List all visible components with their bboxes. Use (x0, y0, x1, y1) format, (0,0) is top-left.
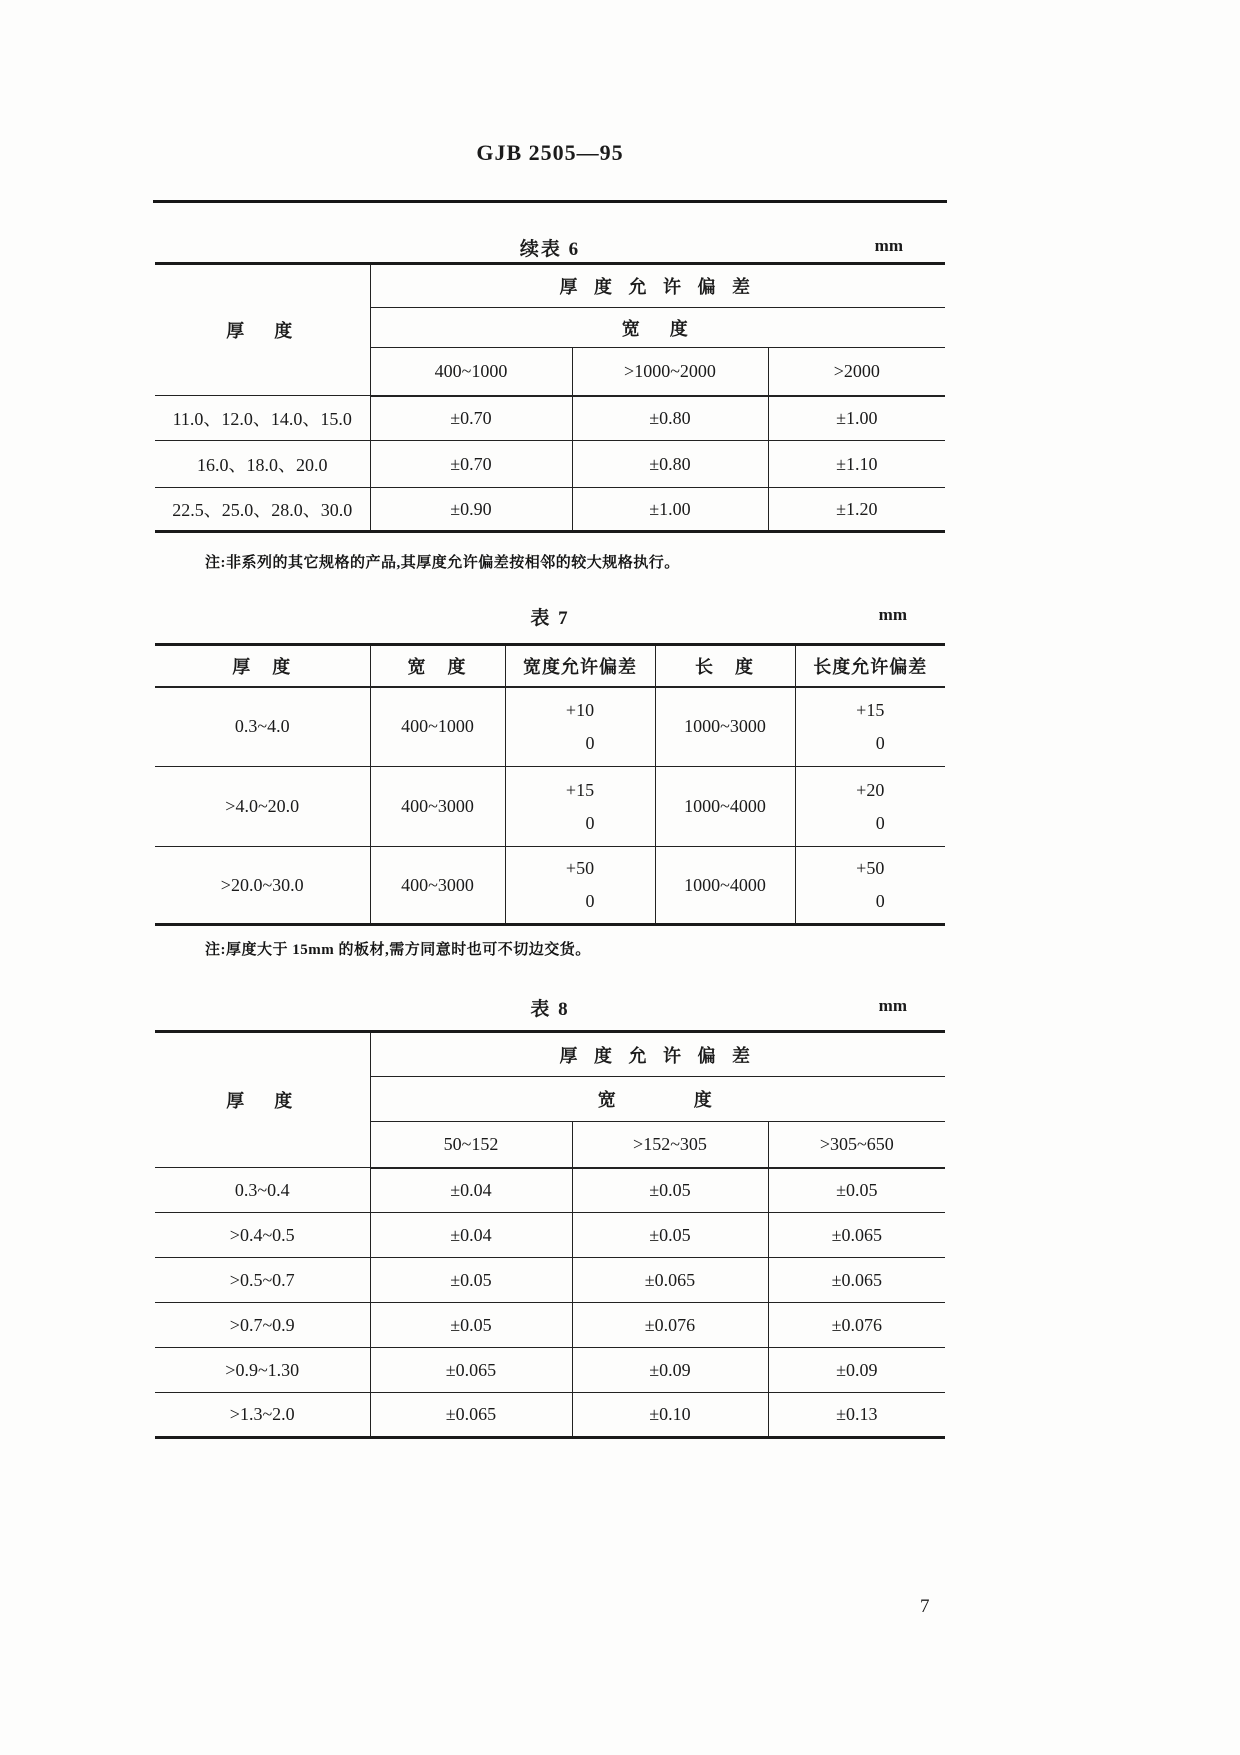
table-row (155, 1348, 945, 1393)
table-cell: 50~152 (370, 1122, 572, 1168)
table-cell: ±0.076 (768, 1303, 945, 1348)
table-row (155, 767, 945, 847)
deviation-upper: +20 (856, 779, 885, 800)
table-cell: ±0.05 (572, 1213, 768, 1258)
table-cell: 厚 度 (155, 1032, 370, 1168)
table-cell (795, 767, 945, 847)
deviation-lower: 0 (585, 812, 595, 833)
table-cell: ±0.13 (768, 1393, 945, 1438)
table6-caption: 续表 6 (519, 239, 581, 260)
table-cell: ±0.70 (370, 441, 572, 488)
table-row (155, 396, 945, 441)
doc-number: GJB 2505—95 (476, 140, 624, 165)
table-row (155, 1393, 945, 1438)
table-cell: ±0.05 (768, 1168, 945, 1213)
deviation-lower: 0 (875, 812, 885, 833)
table-cell: >152~305 (572, 1122, 768, 1168)
table-cell: 1000~4000 (655, 847, 795, 925)
table-cell (505, 767, 655, 847)
table-cell: ±0.05 (572, 1168, 768, 1213)
table-cell: 厚 度 (155, 264, 370, 396)
table6-caption-row (155, 234, 945, 260)
table-cell: ±0.065 (370, 1348, 572, 1393)
table-cell: ±0.05 (370, 1303, 572, 1348)
deviation-upper: +15 (856, 699, 885, 720)
table-cell: ±1.00 (768, 396, 945, 441)
table-cell: 400~3000 (370, 847, 505, 925)
table6-unit-label: mm (874, 236, 903, 255)
deviation-upper: +50 (856, 858, 885, 878)
table-cell: 11.0、12.0、14.0、15.0 (155, 396, 370, 441)
deviation-lower: 0 (875, 732, 885, 753)
table6 (155, 262, 945, 533)
table-cell: 宽度允许偏差 (505, 645, 655, 687)
table-cell: ±0.065 (768, 1258, 945, 1303)
table-cell (505, 847, 655, 925)
table-cell: 400~1000 (370, 348, 572, 396)
table-row (155, 264, 945, 308)
table-cell: ±0.065 (370, 1393, 572, 1438)
table-cell: ±0.09 (572, 1348, 768, 1393)
table-cell: >0.5~0.7 (155, 1258, 370, 1303)
table7 (155, 643, 945, 926)
table-cell: 1000~4000 (655, 767, 795, 847)
table-cell: ±1.20 (768, 488, 945, 532)
table-cell: 长 度 (655, 645, 795, 687)
table7-unit-label: mm (878, 605, 907, 624)
deviation-upper: +15 (565, 779, 595, 800)
deviation-lower: 0 (585, 891, 595, 911)
table-cell: ±0.076 (572, 1303, 768, 1348)
table7-caption-row (155, 603, 945, 629)
table-cell: 400~3000 (370, 767, 505, 847)
table-cell: 宽 度 (370, 645, 505, 687)
table-cell: >4.0~20.0 (155, 767, 370, 847)
table-row (155, 488, 945, 532)
table-row (155, 441, 945, 488)
table-cell: 宽 度 (370, 308, 945, 348)
table-cell: ±0.90 (370, 488, 572, 532)
table-cell: 400~1000 (370, 687, 505, 767)
deviation-upper: +10 (565, 699, 595, 720)
table-row (155, 1258, 945, 1303)
table-cell: >20.0~30.0 (155, 847, 370, 925)
table-cell (795, 687, 945, 767)
table-cell: >305~650 (768, 1122, 945, 1168)
deviation-upper: +50 (565, 858, 595, 878)
table-cell: >0.4~0.5 (155, 1213, 370, 1258)
table-cell: ±0.065 (768, 1213, 945, 1258)
table-cell: 0.3~4.0 (155, 687, 370, 767)
table-cell: 厚 度 (155, 645, 370, 687)
table-cell: >1000~2000 (572, 348, 768, 396)
table8-caption-row (155, 994, 945, 1020)
table-row (155, 1213, 945, 1258)
table-cell: ±0.70 (370, 396, 572, 441)
table-cell: 22.5、25.0、28.0、30.0 (155, 488, 370, 532)
table-cell: ±1.00 (572, 488, 768, 532)
table8-caption: 表 8 (530, 999, 570, 1020)
deviation-lower: 0 (585, 732, 595, 753)
page-number: 7 (920, 1596, 930, 1617)
table-cell: 厚 度 允 许 偏 差 (370, 1032, 945, 1077)
header-rule (153, 200, 947, 203)
table-cell: >0.7~0.9 (155, 1303, 370, 1348)
table-cell: >1.3~2.0 (155, 1393, 370, 1438)
table-cell: >0.9~1.30 (155, 1348, 370, 1393)
table-row (155, 1303, 945, 1348)
table8-unit-label: mm (878, 996, 907, 1015)
table-cell: ±0.05 (370, 1258, 572, 1303)
table-cell: ±0.065 (572, 1258, 768, 1303)
table8 (155, 1030, 945, 1439)
table-cell: 1000~3000 (655, 687, 795, 767)
table-cell: ±0.09 (768, 1348, 945, 1393)
table7-note: 注:厚度大于 15mm 的板材,需方同意时也可不切边交货。 (205, 942, 591, 958)
table6-note: 注:非系列的其它规格的产品,其厚度允许偏差按相邻的较大规格执行。 (205, 555, 680, 571)
table-cell: ±0.80 (572, 441, 768, 488)
table-cell: 长度允许偏差 (795, 645, 945, 687)
table-cell: 16.0、18.0、20.0 (155, 441, 370, 488)
table-cell (505, 687, 655, 767)
table-cell: 厚 度 允 许 偏 差 (370, 264, 945, 308)
table-cell: ±1.10 (768, 441, 945, 488)
table-cell (795, 847, 945, 925)
table-cell: 0.3~0.4 (155, 1168, 370, 1213)
table-row (155, 847, 945, 925)
table-row (155, 1168, 945, 1213)
table-cell: ±0.04 (370, 1168, 572, 1213)
table-row (155, 1032, 945, 1077)
table7-caption: 表 7 (530, 608, 570, 629)
table-cell: >2000 (768, 348, 945, 396)
table-row (155, 645, 945, 687)
table-row (155, 687, 945, 767)
table-cell: ±0.10 (572, 1393, 768, 1438)
table-cell: ±0.04 (370, 1213, 572, 1258)
table-cell: 宽 度 (370, 1077, 945, 1122)
table-cell: ±0.80 (572, 396, 768, 441)
deviation-lower: 0 (875, 891, 885, 911)
